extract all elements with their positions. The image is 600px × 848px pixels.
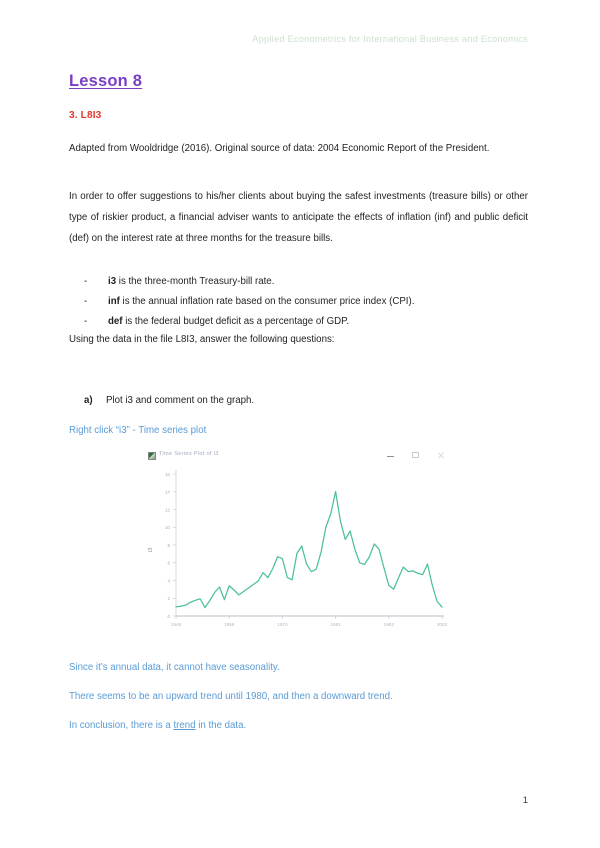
close-icon[interactable] <box>436 451 445 460</box>
definition-description: is the three-month Treasury-bill rate. <box>116 276 275 287</box>
running-head: Applied Econometrics for International Business and Economics <box>252 34 528 44</box>
variable-name: def <box>108 316 123 327</box>
question-a <box>84 392 528 410</box>
variable-name: inf <box>108 296 120 307</box>
answer-conclusion <box>69 717 528 735</box>
conclusion-prefix: In conclusion, there is a <box>69 720 174 731</box>
question-label: a) <box>84 395 93 406</box>
bullet-dash: - <box>84 276 88 287</box>
using-data-paragraph: Using the data in the file L8I3, answer the following questions: <box>69 334 335 345</box>
x-axis-ticks <box>171 616 448 627</box>
bullet-dash: - <box>84 316 88 327</box>
conclusion-suffix: in the data. <box>195 720 247 731</box>
svg-text:0: 0 <box>167 613 170 619</box>
svg-text:1948: 1948 <box>170 622 182 627</box>
window-titlebar[interactable] <box>146 449 448 464</box>
svg-text:10: 10 <box>164 525 170 531</box>
time-series-chart <box>146 464 448 646</box>
svg-text:8: 8 <box>167 542 170 548</box>
y-axis-label: i3 <box>148 547 154 552</box>
svg-text:2: 2 <box>167 596 170 602</box>
svg-text:1981: 1981 <box>330 622 341 627</box>
window-controls <box>386 451 445 460</box>
section-subtitle: 3. L8I3 <box>69 110 102 121</box>
intro-paragraph: In order to offer suggestions to his/her clients about buying the safest investments (treasure bills) or other type of riskier product, a financial adviser wants to anticipate the effects of inflation (inf) and public deficit (def) on the interest rate at three months for the treasure bills. <box>69 191 528 244</box>
svg-text:1992: 1992 <box>383 622 394 627</box>
svg-text:14: 14 <box>164 489 170 495</box>
answer-trend-note: There seems to be an upward trend until 1980, and then a downward trend. <box>69 691 393 702</box>
page-title: Lesson 8 <box>69 72 143 90</box>
svg-text:16: 16 <box>164 471 170 477</box>
question-text: Plot i3 and comment on the graph. <box>106 395 255 406</box>
definition-description: is the annual inflation rate based on the consumer price index (CPI). <box>119 296 415 307</box>
series-line-i3 <box>176 491 442 607</box>
definition-text <box>108 292 528 312</box>
variable-name: i3 <box>108 276 117 287</box>
y-axis-ticks <box>165 472 176 619</box>
svg-text:6: 6 <box>167 560 170 566</box>
answer-seasonality: Since it’s annual data, it cannot have seasonality. <box>69 662 280 673</box>
minimize-icon[interactable] <box>386 451 395 460</box>
maximize-icon[interactable] <box>411 451 420 460</box>
list-item <box>84 272 528 292</box>
svg-text:12: 12 <box>164 507 170 513</box>
bullet-dash: - <box>84 296 88 307</box>
answer-instruction: Right click “i3” - Time series plot <box>69 425 207 436</box>
svg-text:1959: 1959 <box>224 622 235 627</box>
definition-text <box>108 272 528 292</box>
svg-text:4: 4 <box>167 578 170 584</box>
plot-area <box>146 464 448 646</box>
definition-description: is the federal budget deficit as a percentage of GDP. <box>122 316 350 327</box>
definition-list <box>84 272 528 332</box>
time-series-plot-window[interactable] <box>146 449 448 646</box>
list-item <box>84 292 528 312</box>
window-title: Time Series Plot of i3 <box>159 451 219 457</box>
app-icon <box>148 452 156 460</box>
conclusion-keyword: trend <box>173 720 196 731</box>
source-paragraph: Adapted from Wooldridge (2016). Original source of data: 2004 Economic Report of the President. <box>69 143 490 154</box>
svg-text:1970: 1970 <box>277 622 288 627</box>
document-page: Applied Econometrics for International Business and Economics Lesson 8 3. L8I3 Adapted from Wooldridge (2016). Original source of data: 2004 Economic Report of the President. In order to offer suggestions to his/her clients about buying the safest investments (treasure bills) or other type of riskier product, a financial adviser wants to anticipate the effects of inflation (inf) and public deficit (def) on the interest rate at three months for the treasure bills. - i3 is the three-month Treasury-bill rate. - inf is the annual inflation rate based on the consumer price index (CPI). - def is the federal budget deficit as a percentage of GDP. Using the data in the file L8I3, answer the following questions: a) Plot i3 and comment on the graph. Right click “i3” - Time series plot Time Series Plot of i3 i3 0 2 4 6 8 10 12 14 16 1948 1959 1970 1981 1992 2003 Since it’s annual data, it cannot have seasonality. There seems to be an upward trend until 1980, and then a downward trend. In conclusion, there is a trend in the data. 1 <box>69 34 528 806</box>
svg-text:2003: 2003 <box>436 622 448 627</box>
